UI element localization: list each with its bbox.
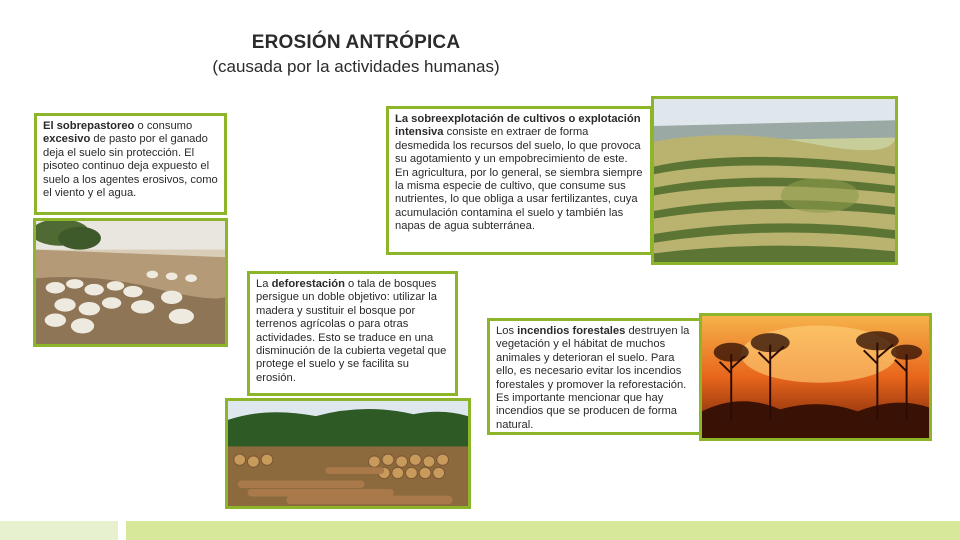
card-incendios: [487, 318, 702, 435]
footer-bar-left: [0, 521, 118, 540]
card-deforestacion: [247, 271, 458, 396]
card-sobreexplotacion-text: La sobreexplotación de cultivos o explotación intensiva consiste en extraer de forma desmedida los recursos del suelo, lo que provoca su agotamiento y un empobrecimiento de este. En agricultura, por lo general, se siembra siempre la misma especie de cultivo, que consume sus nutrientes, lo que obliga a usar fertilizantes, cuya acumulación contamina el suelo y también las napas de agua subterránea.: [395, 113, 643, 233]
card-sobrepastoreo: [34, 113, 227, 215]
card-sobreexplotacion: [386, 106, 653, 255]
logged-timber-photo: [225, 398, 471, 509]
olive-grove-photo: [651, 96, 898, 265]
forest-fire-photo: [699, 313, 932, 441]
card-sobrepastoreo-text: El sobrepastoreo o consumo excesivo de pasto por el ganado deja el suelo sin protección. El pisoteo continuo deja expuesto el suelo a los agentes erosivos, como el viento y el agua.: [43, 120, 218, 200]
footer-bar-right: [126, 521, 960, 540]
sheep-grazing-photo: [33, 218, 228, 347]
slide-subtitle: (causada por la actividades humanas): [212, 57, 500, 76]
card-deforestacion-text: La deforestación o tala de bosques persigue un doble objetivo: utilizar la madera y sustituir el bosque por terrenos agrícolas o para otras actividades. Esto se traduce en una disminución de la cubierta vegetal que protege el suelo y se facilita su erosión.: [256, 278, 447, 384]
card-incendios-text: Los incendios forestales destruyen la vegetación y el hábitat de muchos animales y deterioran el suelo. Para ello, es necesario evitar los incendios forestales y promover la reforestación. Es importante mencionar que hay incendios que se producen de forma natural.: [496, 325, 690, 431]
slide-title: EROSIÓN ANTRÓPICA: [251, 32, 461, 53]
